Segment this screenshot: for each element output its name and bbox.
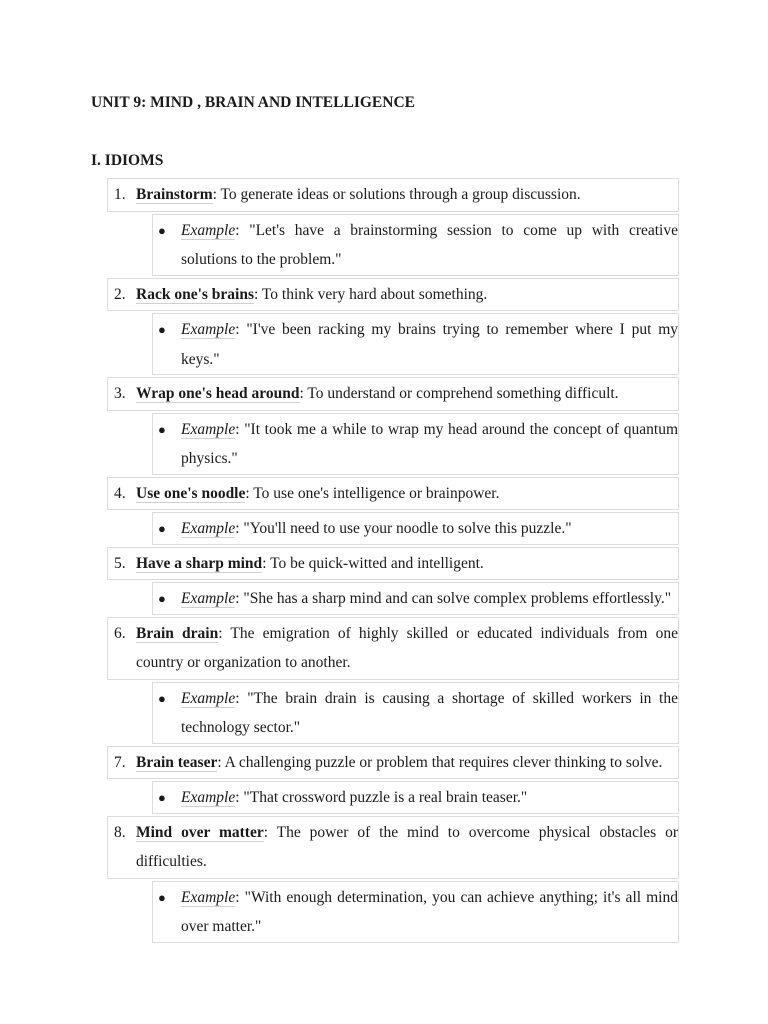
example-text: : "It took me a while to wrap my head around the concept of quantum physics." [181, 420, 678, 467]
idiom-definition [107, 477, 679, 511]
idiom-term: Use one's noodle [136, 484, 246, 502]
idiom-definition [107, 547, 679, 581]
idiom-term: Mind over matter [136, 823, 264, 841]
idiom-item-2 [107, 278, 679, 378]
example-label: Example [181, 321, 236, 338]
idiom-item-4 [107, 477, 679, 547]
example-label: Example [181, 520, 236, 537]
idiom-definition-text: : The power of the mind to overcome physical obstacles or difficulties. [136, 823, 678, 870]
example-label: Example [181, 789, 236, 806]
idiom-definition [107, 816, 679, 879]
idiom-definition-text: : To generate ideas or solutions through a group discussion. [212, 186, 581, 203]
idiom-number: 2. [114, 285, 126, 303]
bullet-icon: ● [158, 421, 166, 437]
example-text: : "The brain drain is causing a shortage of skilled workers in the technology sector." [181, 689, 678, 736]
example-text: : "That crossword puzzle is a real brain teaser." [235, 789, 528, 806]
idiom-definition-text: : To be quick-witted and intelligent. [262, 554, 484, 572]
bullet-icon: ● [158, 591, 166, 606]
unit-title: UNIT 9: MIND , BRAIN AND INTELLIGENCE [91, 94, 415, 111]
bullet-icon: ● [158, 790, 166, 805]
idiom-example [152, 313, 679, 375]
idiom-number: 7. [114, 753, 126, 771]
idiom-definition [107, 278, 679, 312]
idiom-term: Brain drain [136, 624, 219, 642]
section-title: I. IDIOMS [91, 152, 164, 169]
example-text: : "Let's have a brainstorming session to come up with creative solutions to the problem." [181, 221, 678, 268]
bullet-icon: ● [158, 322, 166, 337]
idiom-number: 8. [114, 823, 126, 841]
idiom-number: 6. [114, 624, 126, 642]
idiom-item-5 [107, 547, 679, 617]
idiom-definition-text: : To use one's intelligence or brainpower. [245, 484, 500, 502]
idiom-definition-text: : To think very hard about something. [254, 285, 488, 303]
idiom-example [152, 881, 679, 943]
idiom-item-8 [107, 816, 679, 943]
idiom-example [152, 512, 679, 545]
bullet-icon: ● [158, 222, 166, 238]
idiom-definition-text: : To understand or comprehend something difficult. [299, 385, 619, 402]
example-text: : "With enough determination, you can achieve anything; it's all mind over matter." [181, 888, 678, 935]
example-label: Example [181, 590, 236, 607]
example-text: : "You'll need to use your noodle to solve this puzzle." [235, 520, 572, 537]
idiom-list [107, 178, 679, 943]
idiom-term: Have a sharp mind [136, 554, 263, 572]
example-label: Example [181, 689, 236, 707]
example-label: Example [181, 888, 236, 906]
idiom-definition [107, 617, 679, 680]
idiom-item-3 [107, 377, 679, 477]
idiom-example [152, 413, 679, 475]
idiom-example [152, 214, 679, 276]
idiom-definition-text: : The emigration of highly skilled or educated individuals from one country or organization to another. [136, 624, 678, 671]
idiom-term: Brainstorm [136, 186, 213, 203]
bullet-icon: ● [158, 889, 166, 905]
idiom-number: 4. [114, 484, 126, 502]
idiom-definition [107, 178, 679, 212]
idiom-example [152, 781, 679, 814]
idiom-definition [107, 746, 679, 780]
bullet-icon: ● [158, 521, 166, 536]
idiom-item-7 [107, 746, 679, 816]
idiom-term: Brain teaser [136, 753, 218, 771]
idiom-item-1 [107, 178, 679, 278]
idiom-definition [107, 377, 679, 411]
idiom-number: 3. [114, 385, 126, 402]
example-text: : "She has a sharp mind and can solve complex problems effortlessly." [235, 590, 672, 607]
idiom-example [152, 682, 679, 744]
example-label: Example [181, 420, 236, 438]
example-text: : "I've been racking my brains trying to remember where I put my keys." [181, 321, 678, 368]
idiom-example [152, 582, 679, 615]
idiom-number: 5. [114, 554, 126, 572]
idiom-item-6 [107, 617, 679, 746]
bullet-icon: ● [158, 690, 166, 706]
idiom-number: 1. [114, 186, 126, 203]
idiom-term: Wrap one's head around [136, 385, 300, 402]
example-label: Example [181, 221, 236, 239]
idiom-term: Rack one's brains [136, 285, 254, 303]
idiom-definition-text: : A challenging puzzle or problem that requires clever thinking to solve. [217, 753, 663, 771]
